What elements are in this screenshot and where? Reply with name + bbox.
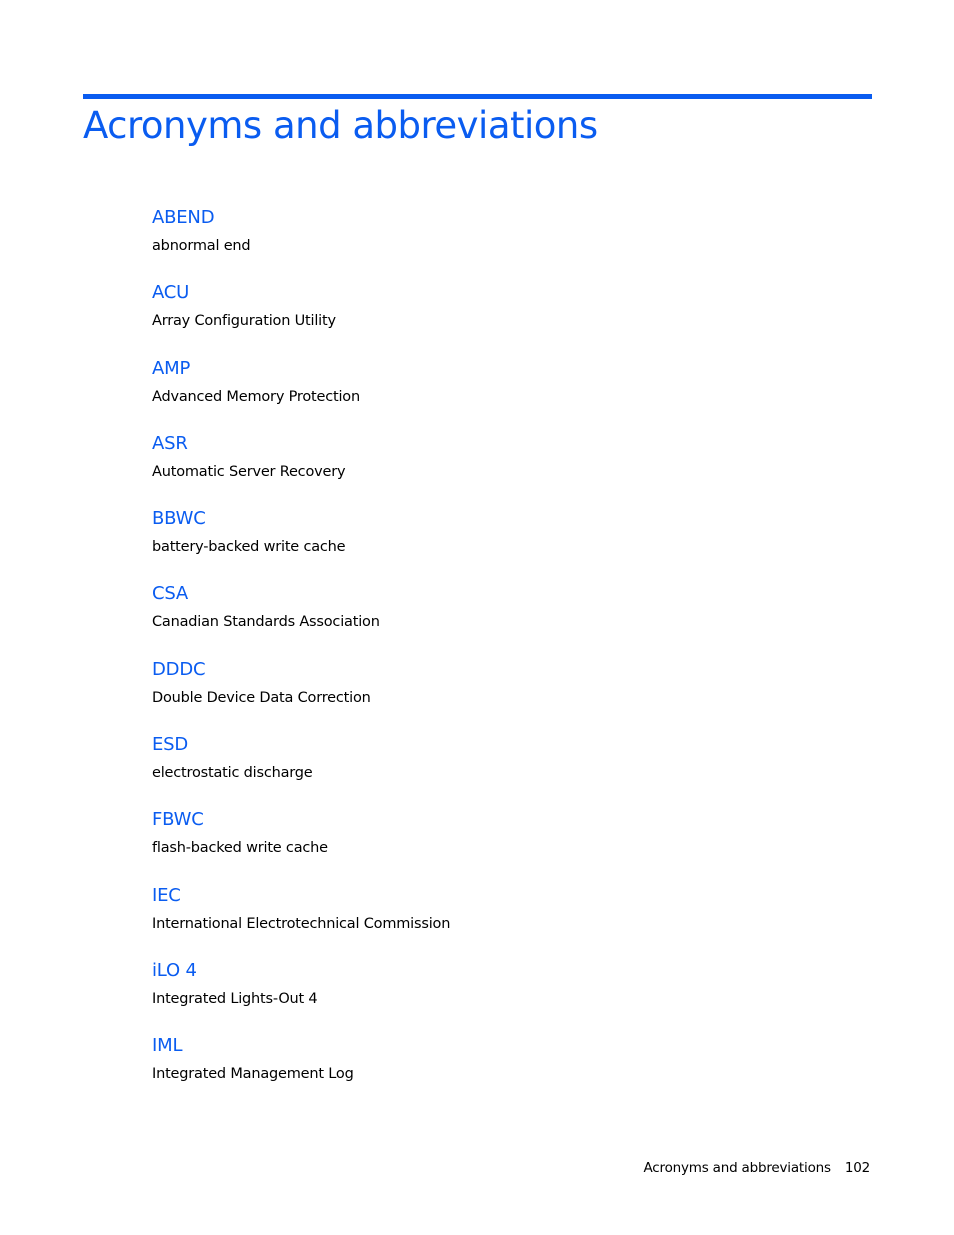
footer-page-number: 102 (844, 1160, 870, 1176)
glossary-term: ESD (152, 734, 189, 756)
glossary-term: IEC (152, 884, 181, 906)
glossary-term: iLO 4 (152, 959, 197, 981)
glossary-entry (152, 657, 852, 732)
glossary-term: IML (152, 1035, 183, 1057)
glossary-entry (152, 431, 852, 506)
glossary-definition: Canadian Standards Association (152, 614, 380, 631)
glossary-definition: abnormal end (152, 238, 251, 254)
glossary-entry (152, 280, 852, 355)
glossary-entry (152, 883, 852, 958)
glossary-entry (152, 958, 852, 1033)
glossary-entry (152, 581, 852, 656)
page-title: Acronyms and abbreviations (83, 104, 598, 147)
glossary-term: ASR (152, 432, 188, 454)
glossary-entry (152, 205, 852, 280)
glossary-definition: Array Configuration Utility (152, 313, 336, 330)
glossary-entry (152, 807, 852, 882)
glossary-definition: International Electrotechnical Commission (152, 915, 451, 932)
glossary-definition: flash-backed write cache (152, 840, 328, 857)
glossary-entry (152, 506, 852, 581)
glossary-definition: Automatic Server Recovery (152, 463, 346, 480)
glossary-entry (152, 356, 852, 431)
glossary-term: DDDC (152, 658, 206, 680)
glossary-definition: electrostatic discharge (152, 765, 313, 782)
glossary-definition: Integrated Lights-Out 4 (152, 990, 318, 1007)
glossary-term: ABEND (152, 207, 215, 228)
glossary-term: BBWC (152, 508, 206, 530)
title-rule (83, 94, 872, 99)
footer-section-title: Acronyms and abbreviations (643, 1160, 831, 1176)
glossary-term: CSA (152, 583, 189, 605)
page-footer (644, 1158, 871, 1178)
glossary-definition: Integrated Management Log (152, 1066, 354, 1083)
glossary-definition: Advanced Memory Protection (152, 388, 360, 405)
glossary-list (152, 205, 852, 1109)
glossary-entry (152, 732, 852, 807)
glossary-entry (152, 1033, 852, 1108)
glossary-term: FBWC (152, 809, 204, 831)
glossary-definition: battery-backed write cache (152, 539, 346, 556)
glossary-definition: Double Device Data Correction (152, 689, 371, 706)
glossary-term: AMP (152, 357, 191, 379)
glossary-term: ACU (152, 282, 190, 304)
